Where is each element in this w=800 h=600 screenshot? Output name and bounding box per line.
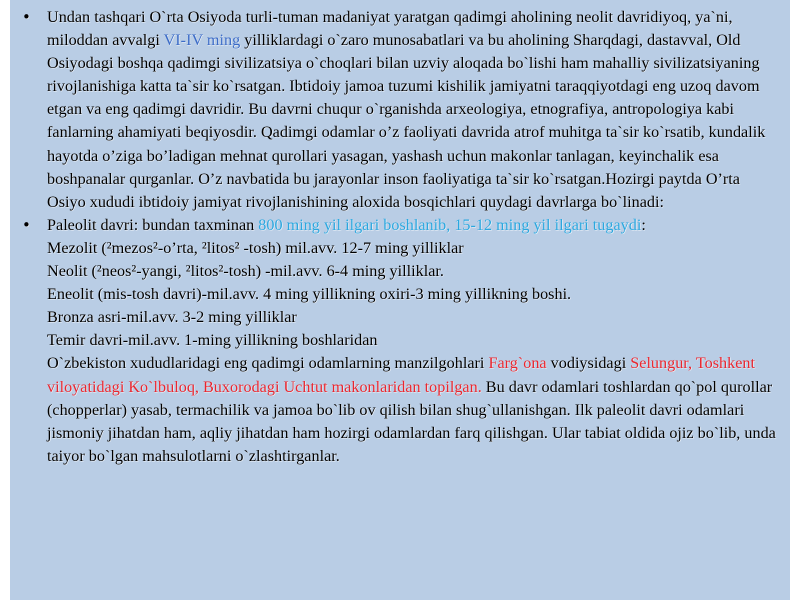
paleolit-prefix: Paleolit davri: bundan taxminan xyxy=(47,215,259,234)
paleolit-suffix: : xyxy=(641,215,646,234)
final-red-fargona: Farg`ona xyxy=(488,354,547,373)
bullet-item-intro xyxy=(10,6,780,214)
bronza-line: Bronza asri-mil.avv. 3-2 ming yilliklar xyxy=(47,308,297,327)
intro-text-part2: yilliklardagi o`zaro munosabatlari va bu aholining Sharqdagi, dastavval, Old Osiyodagi boshqa qadimgi sivilizatsiya o`choqlari bilan uzviy aloqada bo`lishi ham mahalliy sivilizatsiyaning rivojlanishiga katta ta`sir ko`rsatgan. Ibtidoiy jamoa tuzumi kishilik jamiyatni taraqqiyotdagi eng uzoq davom etgan va eng qadimgi davridir. Bu davrni chuqur o`rganishda arxeologiya, etnografiya, antropologiya kabi fanlarning ahamiyati beqiyosdir. Qadimgi odamlar o’z faoliyati davrida atrof muhitga ta`sir ko`rsatib, kundalik hayotda o’ziga bo’ladigan mehnat qurollari yasagan, yashash uchun makonlar tanlagan, keyinchalik esa boshpanalar qurganlar. O’z navbatida bu jarayonlar inson faoliyatiga ta`sir ko`rsatgan.Hozirgi paytda O’rta Osiyo xududi ibtidoiy jamiyat rivojlanishining aloxida bosqichlari quydagi davrlarga bo`linadi: xyxy=(47,31,766,211)
neolit-line: Neolit (²neos²-yangi, ²litos²-tosh) -mil.avv. 6-4 ming yilliklar. xyxy=(47,262,444,281)
slide xyxy=(10,0,790,600)
bullet-dot-icon: • xyxy=(22,215,31,234)
temir-line: Temir davri-mil.avv. 1-ming yillikning boshlaridan xyxy=(47,331,378,350)
final-red-sites: Selungur, Toshkent viloyatidagi Ko`lbuloq, Buxorodagi Uchtut makonlaridan topilgan. xyxy=(47,354,755,396)
final-text-part3: Bu davr odamlari toshlardan qo`pol qurollar (chopperlar) yasab, termachilik va jamoa bo`lib ov qilish bilan shug`ullanishgan. Ilk paleolit davri odamlari jismoniy jihatdan ham, aqliy jihatdan ham hozirgi odamlardan farq qilishgan. Ular tabiat oldida ojiz bo`lib, unda taiyor bo`lgan mahsulotlarni o`zlashtirganlar. xyxy=(47,377,776,465)
mezolit-line: Mezolit (²mezos²-o’rta, ²litos² -tosh) mil.avv. 12-7 ming yilliklar xyxy=(47,238,464,257)
bullet-dot-icon: • xyxy=(22,8,31,26)
final-text-part1: O`zbekiston xududlaridagi eng qadimgi odamlarning manzilgohlari xyxy=(47,354,489,373)
eneolit-line: Eneolit (mis-tosh davri)-mil.avv. 4 ming yillikning oxiri-3 ming yillikning boshi. xyxy=(47,285,572,304)
paleolit-highlight: 800 ming yil ilgari boshlanib, 15-12 ming yil ilgari tugaydi xyxy=(258,215,642,234)
final-paragraph xyxy=(47,352,780,467)
intro-paragraph xyxy=(47,6,780,214)
paleolit-line xyxy=(47,214,780,237)
intro-highlight-period: VI-IV ming xyxy=(163,31,241,50)
bullet-list xyxy=(10,6,780,468)
final-text-part2: vodiysidagi xyxy=(546,354,631,373)
intro-text-part1: Undan tashqari O`rta Osiyoda turli-tuman madaniyat yaratgan qadimgi aholining neolit davridiyoq, ya`ni, miloddan avvalgi xyxy=(47,8,733,50)
bullet-item-periods xyxy=(10,214,780,468)
